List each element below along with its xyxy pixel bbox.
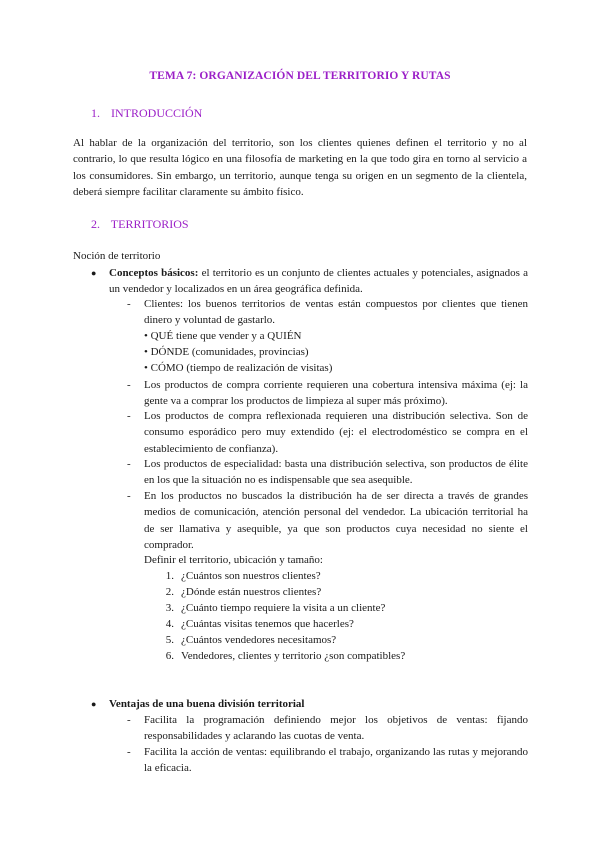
basic-concepts-text: el territorio es un conjunto de clientes actuales y potenciales, asignados a un vendedor y localizados en un área geográfica definida. — [109, 267, 529, 296]
section-title: INTRODUCCIÓN — [111, 106, 203, 120]
dash-item-text: Clientes: los buenos territorios de ventas están compuestos por clientes que tienen dinero y voluntad de gastarlo. — [144, 298, 528, 327]
question-text: ¿Dónde están nuestros clientes? — [181, 586, 322, 598]
dash-item-text: Facilita la programación definiendo mejor los objetivos de ventas: fijando responsabilidades y aclarando las cuotas de venta. — [144, 714, 528, 743]
advantages-label: Ventajas de una buena división territorial — [109, 698, 305, 710]
dash-icon: - — [127, 410, 131, 422]
dash-icon: - — [127, 746, 131, 758]
section-heading-introduccion — [91, 105, 202, 121]
bullet-basic-concepts — [91, 265, 529, 298]
question-item — [165, 568, 321, 584]
document-title: TEMA 7: ORGANIZACIÓN DEL TERRITORIO Y RUTAS — [149, 70, 451, 82]
dash-item-advantage-accion — [127, 744, 528, 777]
dash-item-clientes — [127, 296, 528, 329]
define-territory-line: Definir el territorio, ubicación y tamaño: — [144, 554, 323, 566]
question-text: Vendedores, clientes y territorio ¿son compatibles? — [181, 650, 406, 662]
dash-icon: - — [127, 490, 131, 502]
client-subpoint: • QUÉ tiene que vender y a QUIÉN — [144, 330, 302, 342]
question-item — [165, 600, 386, 616]
dash-item-compra-reflexionada — [127, 408, 528, 457]
dash-icon: - — [127, 298, 131, 310]
intro-paragraph: Al hablar de la organización del territorio, son los clientes quienes definen el territorio y no al contrario, lo que resulta lógico en una filosofía de marketing en la que todo gira en torno al servicio a los consumidores. Sin embargo, un territorio, aunque tenga su origen en un segmento de la clientela, deberá siempre facilitar claramente su ámbito físico. — [73, 137, 527, 198]
question-number: 1. — [165, 570, 174, 582]
client-subpoint: • CÓMO (tiempo de realización de visitas) — [144, 362, 333, 374]
basic-concepts-label: Conceptos básicos: — [109, 267, 199, 279]
dash-item-text: En los productos no buscados la distribución ha de ser directa a través de grandes medios de comunicación, atención personal del vendedor. La ubicación territorial ha de ser llamativa y asequible, ya que son productos cuya necesidad no siente el comprador. — [144, 490, 528, 551]
question-item — [165, 632, 337, 648]
question-number: 5. — [165, 634, 174, 646]
question-text: ¿Cuántas visitas tenemos que hacerles? — [181, 618, 354, 630]
dash-item-text: Los productos de especialidad: basta una distribución selectiva, son productos de élite en los que la situación no es indispensable que sea asequible. — [144, 458, 528, 487]
question-text: ¿Cuántos son nuestros clientes? — [181, 570, 321, 582]
bullet-icon: ● — [91, 699, 97, 709]
bullet-icon: ● — [91, 268, 97, 278]
dash-icon: - — [127, 714, 131, 726]
question-item — [165, 584, 322, 600]
question-text: ¿Cuánto tiempo requiere la visita a un cliente? — [181, 602, 386, 614]
question-number: 3. — [165, 602, 174, 614]
question-item — [165, 616, 354, 632]
territory-notion-label: Noción de territorio — [73, 250, 161, 262]
dash-item-text: Los productos de compra corriente requieren una cobertura intensiva máxima (ej: la gente va a comprar los productos de limpieza al super más próximo). — [144, 379, 528, 408]
question-item — [165, 648, 406, 664]
section-number: 1. — [91, 106, 100, 120]
dash-item-especialidad — [127, 456, 528, 489]
dash-item-advantage-programacion — [127, 712, 528, 745]
section-number: 2. — [91, 217, 100, 231]
section-title: TERRITORIOS — [110, 217, 189, 231]
question-number: 4. — [165, 618, 174, 630]
question-number: 6. — [165, 650, 174, 662]
section-heading-territorios — [91, 216, 189, 232]
client-subpoint: • DÓNDE (comunidades, provincias) — [144, 346, 309, 358]
question-number: 2. — [165, 586, 174, 598]
dash-item-text: Los productos de compra reflexionada requieren una distribución selectiva. Son de consumo esporádico pero muy extendido (ej: el electrodoméstico se compra en el establecimiento de confianza). — [144, 410, 528, 455]
bullet-advantages — [91, 696, 528, 712]
dash-icon: - — [127, 379, 131, 391]
dash-item-text: Facilita la acción de ventas: equilibrando el trabajo, organizando las rutas y mejorando la eficacia. — [144, 746, 528, 775]
dash-item-compra-corriente — [127, 377, 528, 410]
question-text: ¿Cuántos vendedores necesitamos? — [181, 634, 337, 646]
dash-item-no-buscados — [127, 488, 528, 553]
dash-icon: - — [127, 458, 131, 470]
